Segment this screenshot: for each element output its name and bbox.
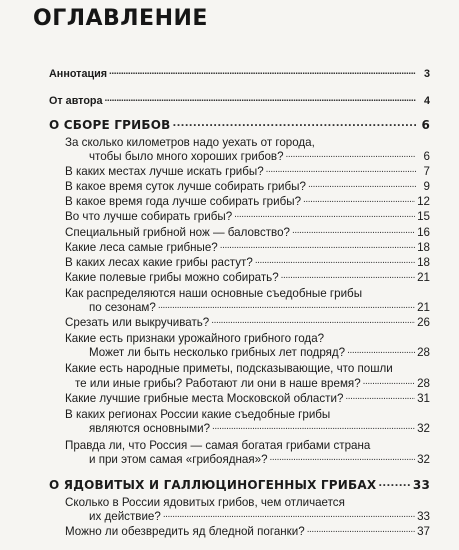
toc-entry-text[interactable]: За сколько километров надо уехать от города,	[65, 136, 315, 149]
toc-page-number: 32	[417, 422, 430, 435]
toc-page-number: 3	[423, 68, 430, 80]
toc-entry-text: В какое время суток лучше собирать грибы?	[65, 180, 306, 193]
toc-page-number: 16	[417, 226, 430, 239]
toc-entry-text[interactable]: В каких регионах России какие съедобные грибы	[65, 408, 331, 421]
toc-entry-field-mushrooms[interactable]	[65, 271, 430, 285]
toc-leader-dots	[212, 422, 415, 432]
toc-entry-text: Аннотация	[49, 68, 108, 80]
toc-leader-dots	[266, 165, 416, 175]
toc-entry-distance[interactable]	[89, 150, 430, 164]
toc-entry-text: их действие?	[89, 510, 161, 523]
toc-entry-text: Можно ли обезвредить яд бледной поганки?	[65, 525, 305, 538]
toc-entry-text: В каких местах лучше искать грибы?	[65, 165, 264, 178]
toc-entry-text[interactable]: Как распределяются наши основные съедобные грибы	[65, 287, 363, 300]
toc-entry-folk-signs[interactable]	[75, 377, 430, 391]
toc-page-number: 28	[417, 377, 430, 390]
toc-entry-cut-or-twist[interactable]	[65, 316, 430, 330]
toc-entry-good-years[interactable]	[89, 346, 430, 360]
toc-entry-text: В каких лесах какие грибы растут?	[65, 256, 253, 269]
toc-leader-dots	[105, 94, 416, 104]
toc-page-number: 33	[412, 478, 430, 492]
toc-entry-by-season[interactable]	[89, 301, 430, 315]
toc-entry-forests[interactable]	[65, 241, 430, 255]
toc-entry-time-of-day[interactable]	[65, 180, 430, 194]
toc-leader-dots	[158, 301, 415, 311]
toc-entry-moscow-region[interactable]	[65, 392, 430, 406]
toc-entry-text[interactable]: Сколько в России ядовитых грибов, чем отличается	[65, 496, 345, 509]
toc-section-text: О ЯДОВИТЫХ И ГАЛЛЮЦИНОГЕННЫХ ГРИБАХ	[49, 478, 377, 492]
toc-page-number: 31	[417, 392, 430, 405]
toc-page-number: 6	[423, 150, 430, 163]
toc-entry-text: чтобы было много хороших грибов?	[89, 150, 284, 163]
toc-entry-text: по сезонам?	[89, 301, 156, 314]
toc-leader-dots	[378, 479, 411, 489]
toc-page-number: 33	[417, 510, 430, 523]
toc-entry-text: Какие лучшие грибные места Московской области?	[65, 392, 344, 405]
toc-leader-dots	[220, 241, 415, 251]
toc-page-number: 28	[417, 346, 430, 359]
toc-entry-text[interactable]: Какие есть народные приметы, подсказывающие, что пошли	[65, 362, 393, 375]
toc-entry-text: Может ли быть несколько грибных лет подряд?	[89, 346, 346, 359]
toc-leader-dots	[347, 346, 415, 356]
toc-page-number: 4	[423, 95, 430, 107]
toc-leader-dots	[270, 453, 416, 463]
page-title: ОГЛАВЛЕНИЕ	[33, 6, 208, 31]
toc-entry-text[interactable]: Правда ли, что Россия — самая богатая грибами страна	[65, 439, 371, 452]
toc-entry-text: Специальный грибной нож — баловство?	[65, 226, 290, 239]
toc-entry-text: те или иные грибы? Работают ли они в наше время?	[75, 377, 361, 390]
toc-page-number: 15	[417, 210, 430, 223]
toc-entry-text: От автора	[49, 95, 103, 107]
toc-page-number: 7	[423, 165, 430, 178]
toc-entry-from-author[interactable]	[49, 94, 430, 108]
toc-section-text: О СБОРЕ ГРИБОВ	[49, 118, 171, 132]
toc-leader-dots	[303, 195, 415, 205]
toc-page-number: 18	[417, 256, 430, 269]
toc-entry-text: Какие полевые грибы можно собирать?	[65, 271, 279, 284]
toc-entry-text: Срезать или выкручивать?	[65, 316, 210, 329]
toc-page-number: 32	[417, 453, 430, 466]
toc-entry-season[interactable]	[65, 195, 430, 209]
toc-entry-regions[interactable]	[89, 422, 430, 436]
toc-entry-text: Во что лучше собирать грибы?	[65, 210, 233, 223]
toc-page-number: 6	[421, 118, 430, 132]
toc-page-number: 18	[417, 241, 430, 254]
toc-entry-annotation[interactable]	[49, 67, 430, 81]
toc-page-number: 12	[417, 195, 430, 208]
toc-page-number: 26	[417, 316, 430, 329]
toc-entry-poison-effects[interactable]	[89, 510, 430, 524]
toc-entry-places[interactable]	[65, 165, 430, 179]
toc-section-poisonous[interactable]	[49, 478, 430, 492]
toc-leader-dots	[172, 119, 416, 129]
toc-page-number: 21	[417, 271, 430, 284]
toc-leader-dots	[109, 67, 416, 77]
toc-page-number: 21	[417, 301, 430, 314]
toc-entry-death-cap[interactable]	[65, 525, 430, 539]
toc-leader-dots	[281, 271, 415, 281]
toc-leader-dots	[234, 210, 415, 220]
toc-entry-knife[interactable]	[65, 226, 430, 240]
toc-entry-container[interactable]	[65, 210, 430, 224]
toc-leader-dots	[363, 377, 415, 387]
toc-entry-text: Какие леса самые грибные?	[65, 241, 218, 254]
toc-leader-dots	[345, 392, 415, 402]
toc-leader-dots	[255, 256, 415, 266]
toc-page-number: 37	[417, 525, 430, 538]
toc-leader-dots	[308, 180, 416, 190]
toc-leader-dots	[163, 510, 415, 520]
toc-page-number: 9	[423, 180, 430, 193]
toc-entry-text: являются основными?	[89, 422, 211, 435]
toc-leader-dots	[307, 525, 415, 535]
toc-entry-text: и при этом самая «грибоядная»?	[89, 453, 268, 466]
toc-leader-dots	[286, 150, 416, 160]
toc-entry-text: В какое время года лучше собирать грибы?	[65, 195, 302, 208]
toc-entry-forest-types[interactable]	[65, 256, 430, 270]
toc-leader-dots	[211, 316, 415, 326]
toc-entry-russia-richest[interactable]	[89, 453, 430, 467]
toc-section-mushroom-picking[interactable]	[49, 118, 430, 132]
toc-entry-text[interactable]: Какие есть признаки урожайного грибного года?	[65, 332, 325, 345]
toc-leader-dots	[292, 226, 415, 236]
